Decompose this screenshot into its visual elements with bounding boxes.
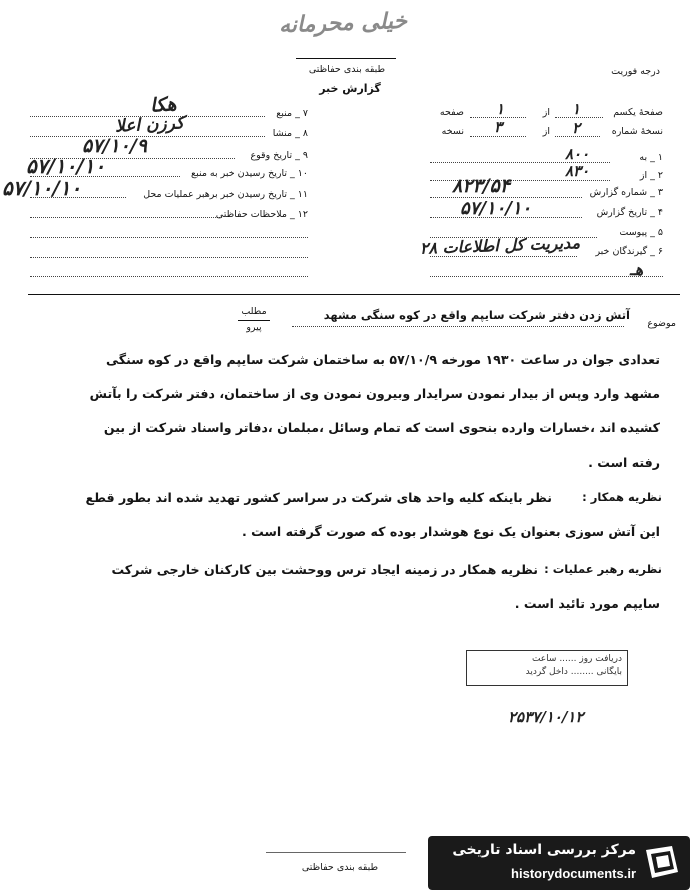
watermark-url: historydocuments.ir xyxy=(511,866,636,881)
header-divider-top xyxy=(296,58,396,59)
page-of-label: از xyxy=(542,107,550,118)
top-classification-stamp: خیلی محرمانه xyxy=(278,7,408,39)
received-stamp-line: بایگانی ........ داخل گردید xyxy=(525,667,622,677)
colleague-opinion-label: نظریه همکار : xyxy=(582,490,662,504)
subject-stamp-top: مطلب xyxy=(241,306,267,317)
ops-receipt-date-value: ۵۷/۱۰/۱۰ xyxy=(2,176,82,200)
report-date-value: ۵۷/۱۰/۱۰ xyxy=(460,198,532,219)
dotted-line xyxy=(30,257,308,258)
colleague-opinion-line: نظر باینکه کلیه واحد های شرکت در سراسر کشور تهدید شده اند بطور قطع xyxy=(85,490,552,505)
report-number-value: ۸۲۳/۵۴ xyxy=(452,175,510,197)
source-label: ۷ _ منبع xyxy=(276,108,308,119)
dotted-line xyxy=(30,217,220,218)
page-value: ۱ xyxy=(572,100,581,118)
bottom-stamp-box xyxy=(266,826,406,853)
subject-underline xyxy=(292,326,624,327)
copy-total: ۳ xyxy=(494,118,503,136)
to-label: ۱ _ به xyxy=(639,152,663,163)
subject-stamp-rule xyxy=(238,320,270,321)
subject-stamp-bottom: پیرو xyxy=(246,322,262,333)
origin-label: ۸ _ منشا xyxy=(272,128,308,139)
form-title: گزارش خبر xyxy=(319,82,381,95)
recipients-value: مدیریت کل اطلاعات ۲۸ xyxy=(419,233,581,258)
recipients-label: ۶ _ گیرندگان خبر xyxy=(595,246,663,257)
ops-receipt-date-label: ۱۱ _ تاریخ رسیدن خبر برهبر عملیات محل xyxy=(143,189,308,200)
dotted-line xyxy=(30,136,265,137)
archive-logo-icon xyxy=(642,842,682,882)
watermark-title: مرکز بررسی اسناد تاریخی xyxy=(452,842,636,858)
corner-mark: هـ xyxy=(630,260,644,279)
watermark xyxy=(428,836,690,890)
priority-label: درجه فوریت xyxy=(611,66,660,77)
source-value: هکا xyxy=(149,93,178,117)
from-value: ۸۳۰ xyxy=(565,162,590,180)
report-date-label: ۴ _ تاریخ گزارش xyxy=(596,207,663,218)
dotted-line xyxy=(30,237,308,238)
classification-label: طبقه بندی حفاظتی xyxy=(308,64,386,75)
page-total: ۱ xyxy=(496,100,505,118)
received-stamp xyxy=(466,650,628,686)
copy-value: ۲ xyxy=(572,119,581,137)
dotted-line xyxy=(430,276,663,277)
subject-text: آتش زدن دفتر شرکت سایپم واقع در کوه سنگی مشهد xyxy=(323,308,630,322)
from-label: ۲ _ از xyxy=(639,170,663,181)
page-suffix: صفحه xyxy=(439,107,464,118)
bottom-date: ۲۵۳۷/۱۰/۱۲ xyxy=(508,708,584,726)
dotted-line xyxy=(30,276,308,277)
section-divider xyxy=(28,294,680,295)
footer-classification-label: طبقه بندی حفاظتی xyxy=(301,862,379,873)
body-line: مشهد وارد وپس از بیدار نمودن سرایدار وبیرون نمودن وی از ساختمان، دفتر شرکت را بآتش xyxy=(89,386,660,401)
received-stamp-line: دریافت روز ...... ساعت xyxy=(531,654,622,664)
ops-opinion-line: سایپم مورد تائید است . xyxy=(514,596,660,611)
copy-label: نسخهٔ شماره xyxy=(611,126,663,137)
page-label: صفحهٔ یکسم xyxy=(613,107,663,118)
subject-label: موضوع xyxy=(647,318,676,329)
body-line: رفته است . xyxy=(588,455,660,470)
copy-suffix: نسخه xyxy=(441,126,464,137)
dotted-line xyxy=(470,136,526,137)
to-value: ۸۰۰ xyxy=(565,145,590,163)
occurrence-date-label: ۹ _ تاریخ وقوع xyxy=(250,150,308,161)
source-receipt-date-value: ۵۷/۱۰/۱۰ xyxy=(26,154,106,178)
report-number-label: ۳ _ شماره گزارش xyxy=(589,187,663,198)
security-notes-label: ۱۲ _ ملاحظات حفاظتی xyxy=(215,209,308,220)
colleague-opinion-line: این آتش سوزی بعنوان یک نوع هوشدار بوده که صورت گرفته است . xyxy=(241,524,660,539)
ops-opinion-label: نظریه رهبر عملیات : xyxy=(544,562,662,576)
source-receipt-date-label: ۱۰ _ تاریخ رسیدن خبر به منبع xyxy=(191,168,308,179)
attachment-label: ۵ _ پیوست xyxy=(619,227,663,238)
occurrence-date-value: ۵۷/۱۰/۹ xyxy=(82,135,147,157)
origin-value: کرزن اعلا xyxy=(114,113,185,137)
copy-of-label: از xyxy=(542,126,550,137)
ops-opinion-line: نظریه همکار در زمینه ایجاد ترس ووحشت بین کارکنان خارجی شرکت xyxy=(111,562,538,577)
body-line: کشیده اند ،خسارات وارده بنحوی است که تمام وسائل ،مبلمان ،دفاتر واسناد شرکت از بین xyxy=(103,420,660,435)
body-line: تعدادی جوان در ساعت ۱۹۳۰ مورخه ۵۷/۱۰/۹ به ساختمان شرکت سایپم واقع در کوه سنگی xyxy=(106,352,660,367)
